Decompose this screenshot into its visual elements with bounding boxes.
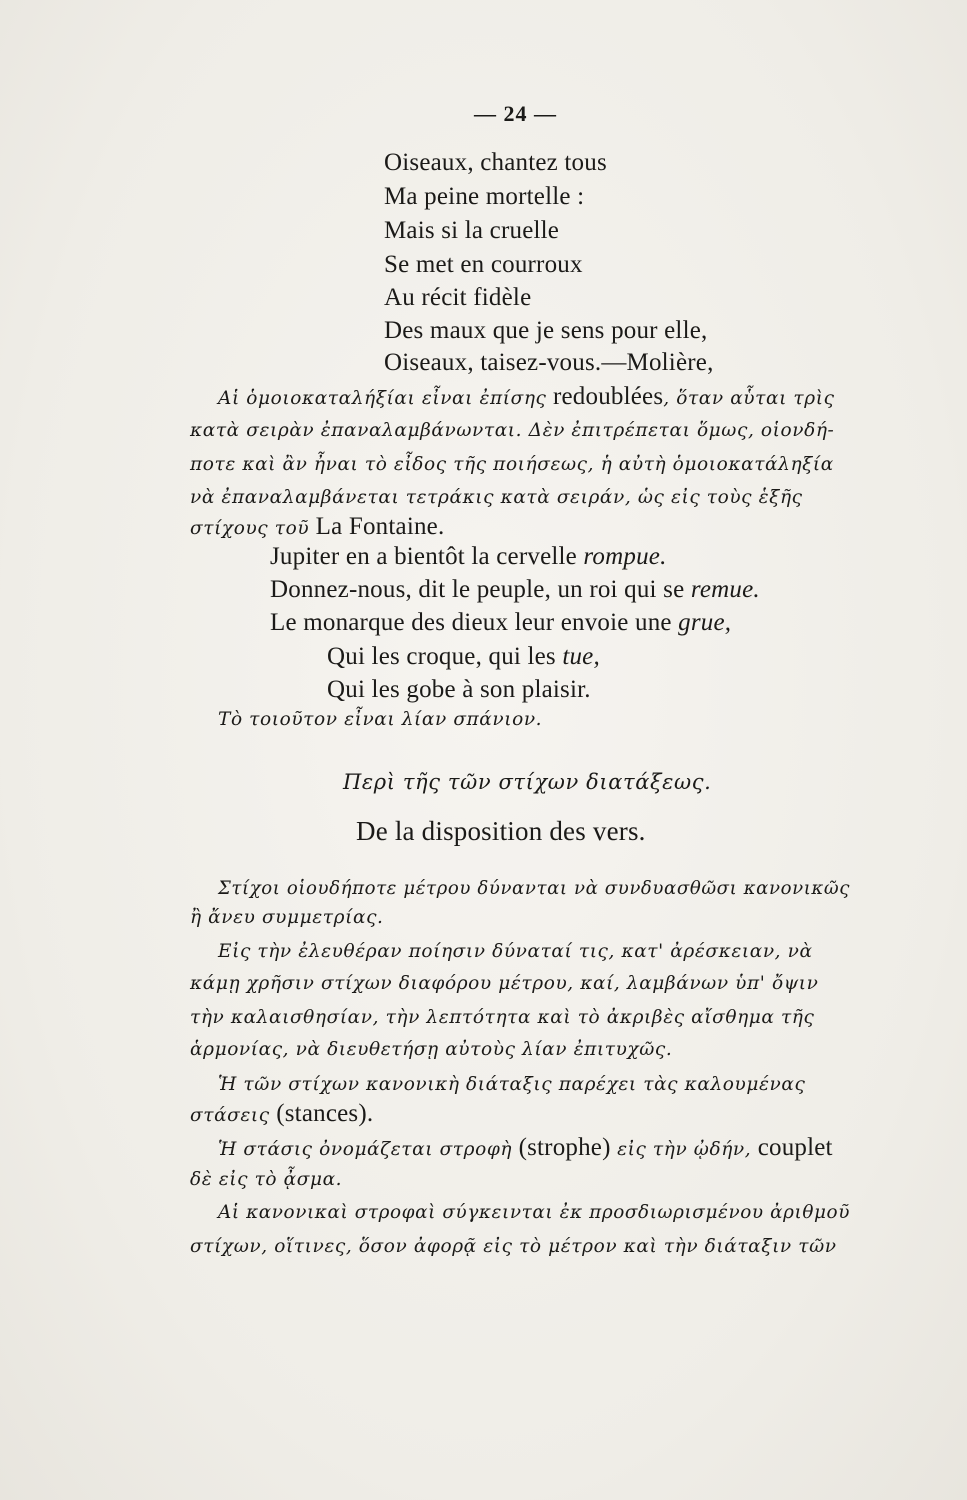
para6-line-1-french: (strophe) <box>518 1134 611 1161</box>
para5-line-2 <box>190 1101 373 1126</box>
verse2-line-2 <box>270 577 760 602</box>
para1-line-5 <box>190 514 444 539</box>
verse1-line-2: Ma peine mortelle : <box>384 183 585 210</box>
para4-line-2: κάμῃ χρῆσιν στίχων διαφόρου μέτρου, καί, λαμβάνων ὑπ' ὄψιν <box>190 973 819 994</box>
para3-line-2: ἢ ἄνευ συμμετρίας. <box>190 907 384 928</box>
verse2-line-4-italic: tue, <box>562 643 600 670</box>
verse1-line-6: Des maux que je sens pour elle, <box>384 317 708 344</box>
para4-line-3: τὴν καλαισθησίαν, τὴν λεπτότητα καὶ τὸ ἀκριβὲς αἴσθημα τῆς <box>190 1007 815 1028</box>
para6-line-1 <box>218 1135 833 1160</box>
para5-line-2-french: (stances). <box>276 1100 374 1127</box>
para6-line-1-greek: Ἡ στάσις ὀνομάζεται στροφὴ <box>218 1139 519 1160</box>
verse2-line-5: Qui les gobe à son plaisir. <box>327 676 591 703</box>
para6-line-1-french-2: couplet <box>757 1134 833 1161</box>
verse2-line-1-italic: rompue. <box>583 543 667 570</box>
para2-line: Τὸ τοιοῦτον εἶναι λίαν σπάνιον. <box>218 709 543 730</box>
heading-greek: Περὶ τῆς τῶν στίχων διατάξεως. <box>343 770 712 794</box>
verse2-line-1 <box>270 544 667 569</box>
para1-line-4: νὰ ἐπαναλαμβάνεται τετράκις κατὰ σειράν, ὡς εἰς τοὺς ἑξῆς <box>190 487 803 508</box>
verse2-line-3-text: Le monarque des dieux leur envoie une <box>270 609 679 636</box>
verse1-line-7: Oiseaux, taisez-vous.—Molière, <box>384 349 714 376</box>
verse2-line-1-text: Jupiter en a bientôt la cervelle <box>270 543 584 570</box>
para3-line-1: Στίχοι οἱουδήποτε μέτρου δύνανται νὰ συνδυασθῶσι κανονικῶς <box>218 878 850 899</box>
para1-line-1-greek: Αἱ ὁμοιοκαταλήξίαι εἶναι ἐπίσης <box>218 388 553 409</box>
para1-line-5-greek: στίχους τοῦ <box>190 518 316 539</box>
verse2-line-2-italic: remue. <box>690 576 760 603</box>
para4-line-4: ἁρμονίας, νὰ διευθετήσῃ αὐτοὺς λίαν ἐπιτυχῶς. <box>190 1039 673 1060</box>
verse1-line-3: Mais si la cruelle <box>384 217 560 244</box>
para1-line-5-french: La Fontaine. <box>315 513 445 540</box>
verse1-line-1: Oiseaux, chantez tous <box>384 149 607 176</box>
para1-line-1-greek-end: , ὅταν αὗται τρὶς <box>663 388 835 409</box>
para6-line-1-greek-2: εἰς τὴν ᾠδήν, <box>610 1139 758 1160</box>
verse2-line-3-italic: grue, <box>678 609 732 636</box>
para1-line-2: κατὰ σειρὰν ἐπαναλαμβάνωνται. Δὲν ἐπιτρέπεται ὅμως, οἱονδή- <box>190 420 835 441</box>
para6-line-2: δὲ εἰς τὸ ᾆσμα. <box>190 1169 343 1190</box>
verse1-line-5: Au récit fidèle <box>384 284 532 311</box>
verse2-line-3 <box>270 610 731 635</box>
verse2-line-2-text: Donnez-nous, dit le peuple, un roi qui se <box>270 576 691 603</box>
page-number: — 24 — <box>474 101 557 126</box>
para5-line-1: Ἡ τῶν στίχων κανονικὴ διάταξις παρέχει τὰς καλουμένας <box>218 1074 806 1095</box>
verse2-line-4 <box>327 644 600 669</box>
para4-line-1: Εἰς τὴν ἐλευθέραν ποίησιν δύναταί τις, κατ' ἀρέσκειαν, νὰ <box>218 941 813 962</box>
para7-line-1: Αἱ κανονικαὶ στροφαὶ σύγκεινται ἐκ προσδιωρισμένου ἀριθμοῦ <box>218 1202 850 1223</box>
verse2-line-4-text: Qui les croque, qui les <box>327 643 563 670</box>
para1-line-3: ποτε καὶ ἂν ἦναι τὸ εἶδος τῆς ποιήσεως, ἡ αὐτὴ ὁμοιοκατάληξία <box>190 454 834 475</box>
para1-line-1 <box>218 384 835 409</box>
verse1-line-4: Se met en courroux <box>384 251 583 278</box>
para5-line-2-greek: στάσεις <box>190 1105 277 1126</box>
para7-line-2: στίχων, οἵτινες, ὅσον ἀφορᾷ εἰς τὸ μέτρον καὶ τὴν διάταξιν τῶν <box>190 1236 837 1257</box>
para1-line-1-french: redoublées <box>552 383 664 410</box>
heading-french: De la disposition des vers. <box>356 816 646 846</box>
